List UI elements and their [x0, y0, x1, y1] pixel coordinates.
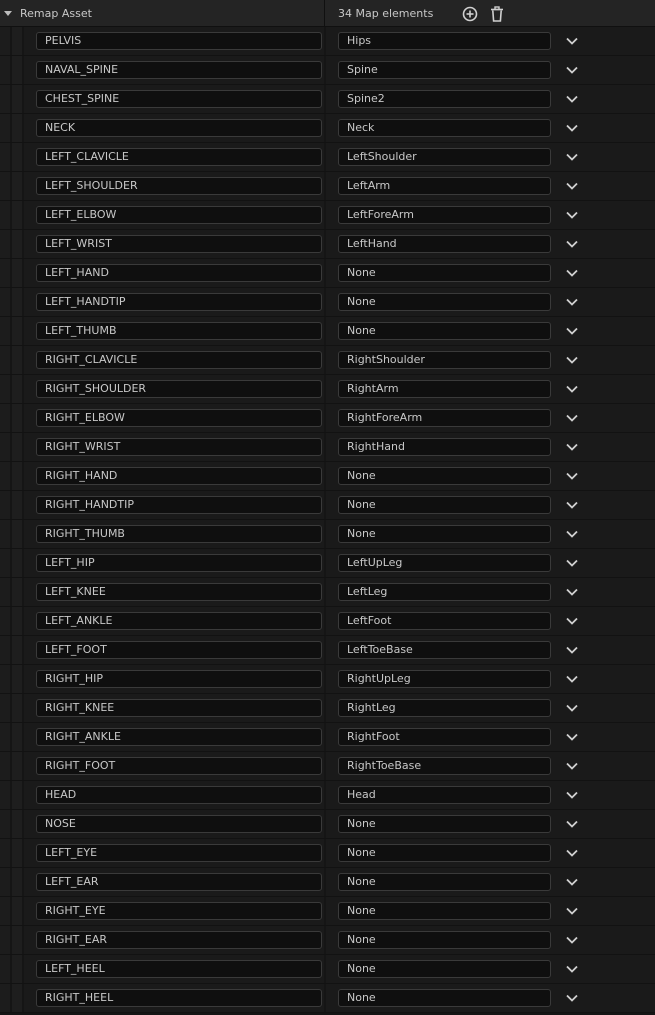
key-field[interactable]: RIGHT_CLAVICLE — [36, 351, 322, 369]
map-element-row — [0, 520, 655, 549]
map-element-count: 34 Map elements — [338, 7, 434, 20]
plus-circle-icon — [461, 5, 479, 23]
value-field[interactable]: None — [338, 902, 551, 920]
key-field[interactable]: RIGHT_HIP — [36, 670, 322, 688]
row-options-button[interactable] — [565, 442, 579, 452]
row-options-button[interactable] — [565, 935, 579, 945]
row-options-button[interactable] — [565, 326, 579, 336]
row-gutter — [0, 984, 10, 1013]
key-field[interactable]: LEFT_WRIST — [36, 235, 322, 253]
value-field[interactable]: None — [338, 815, 551, 833]
row-options-button[interactable] — [565, 471, 579, 481]
key-field[interactable]: RIGHT_FOOT — [36, 757, 322, 775]
map-element-row — [0, 607, 655, 636]
key-field[interactable]: LEFT_THUMB — [36, 322, 322, 340]
value-field[interactable]: Spine2 — [338, 90, 551, 108]
map-element-row — [0, 27, 655, 56]
row-gutter — [0, 810, 10, 839]
chevron-down-icon — [565, 471, 579, 481]
key-field[interactable]: RIGHT_KNEE — [36, 699, 322, 717]
row-gutter — [0, 404, 10, 433]
add-element-button[interactable] — [461, 5, 479, 23]
row-gutter — [0, 56, 10, 85]
row-drag-handle[interactable] — [12, 839, 22, 868]
map-element-row — [0, 172, 655, 201]
row-options-button[interactable] — [565, 239, 579, 249]
trash-icon — [488, 5, 506, 23]
row-drag-handle[interactable] — [12, 636, 22, 665]
map-element-row — [0, 85, 655, 114]
value-field[interactable]: RightToeBase — [338, 757, 551, 775]
value-field[interactable]: LeftLeg — [338, 583, 551, 601]
chevron-down-icon — [565, 355, 579, 365]
row-drag-handle[interactable] — [12, 520, 22, 549]
row-options-button[interactable] — [565, 819, 579, 829]
chevron-down-icon — [565, 268, 579, 278]
value-field[interactable]: LeftUpLeg — [338, 554, 551, 572]
row-gutter — [0, 85, 10, 114]
chevron-down-icon — [565, 877, 579, 887]
row-drag-handle[interactable] — [12, 694, 22, 723]
value-field[interactable]: LeftHand — [338, 235, 551, 253]
row-gutter — [0, 433, 10, 462]
key-field[interactable]: LEFT_EAR — [36, 873, 322, 891]
value-field[interactable]: RightLeg — [338, 699, 551, 717]
row-gutter — [0, 665, 10, 694]
row-options-button[interactable] — [565, 993, 579, 1003]
chevron-down-icon — [565, 239, 579, 249]
map-element-row — [0, 694, 655, 723]
row-options-button[interactable] — [565, 906, 579, 916]
key-field[interactable]: LEFT_FOOT — [36, 641, 322, 659]
chevron-down-icon — [565, 732, 579, 742]
key-field[interactable]: LEFT_ELBOW — [36, 206, 322, 224]
value-field[interactable]: RightHand — [338, 438, 551, 456]
row-separator — [0, 1012, 655, 1013]
row-gutter — [0, 578, 10, 607]
map-element-row — [0, 723, 655, 752]
chevron-down-icon — [565, 326, 579, 336]
map-element-list — [0, 27, 655, 1013]
chevron-down-icon — [565, 993, 579, 1003]
row-gutter — [0, 926, 10, 955]
row-options-button[interactable] — [565, 558, 579, 568]
row-options-button[interactable] — [565, 297, 579, 307]
row-drag-handle[interactable] — [12, 114, 22, 143]
row-drag-handle[interactable] — [12, 723, 22, 752]
map-element-row — [0, 230, 655, 259]
map-element-row — [0, 346, 655, 375]
chevron-down-icon — [565, 297, 579, 307]
row-drag-handle[interactable] — [12, 85, 22, 114]
row-options-button[interactable] — [565, 355, 579, 365]
row-options-button[interactable] — [565, 877, 579, 887]
row-drag-handle[interactable] — [12, 868, 22, 897]
remap-asset-header[interactable] — [0, 0, 655, 27]
map-element-row — [0, 375, 655, 404]
chevron-down-icon — [565, 935, 579, 945]
map-element-row — [0, 984, 655, 1013]
key-field[interactable]: HEAD — [36, 786, 322, 804]
row-drag-handle[interactable] — [12, 288, 22, 317]
map-element-row — [0, 752, 655, 781]
row-gutter — [0, 897, 10, 926]
key-field[interactable]: RIGHT_HAND — [36, 467, 322, 485]
row-gutter — [0, 230, 10, 259]
key-field[interactable]: CHEST_SPINE — [36, 90, 322, 108]
value-field[interactable]: LeftArm — [338, 177, 551, 195]
chevron-down-icon — [565, 906, 579, 916]
row-gutter — [0, 694, 10, 723]
map-element-row — [0, 462, 655, 491]
key-field[interactable]: NOSE — [36, 815, 322, 833]
map-element-row — [0, 259, 655, 288]
row-drag-handle[interactable] — [12, 143, 22, 172]
chevron-down-icon — [565, 413, 579, 423]
row-drag-handle[interactable] — [12, 810, 22, 839]
key-field[interactable]: NECK — [36, 119, 322, 137]
row-drag-handle[interactable] — [12, 897, 22, 926]
map-element-row — [0, 636, 655, 665]
chevron-down-icon — [565, 152, 579, 162]
map-element-row — [0, 114, 655, 143]
row-drag-handle[interactable] — [12, 665, 22, 694]
value-field[interactable]: None — [338, 264, 551, 282]
map-element-row — [0, 810, 655, 839]
row-drag-handle[interactable] — [12, 984, 22, 1013]
key-field[interactable]: RIGHT_SHOULDER — [36, 380, 322, 398]
key-field[interactable]: LEFT_KNEE — [36, 583, 322, 601]
delete-all-button[interactable] — [488, 5, 506, 23]
row-gutter — [0, 607, 10, 636]
value-field[interactable]: RightShoulder — [338, 351, 551, 369]
key-field[interactable]: LEFT_HAND — [36, 264, 322, 282]
value-field[interactable]: Hips — [338, 32, 551, 50]
value-field[interactable]: None — [338, 496, 551, 514]
row-options-button[interactable] — [565, 181, 579, 191]
key-field[interactable]: LEFT_EYE — [36, 844, 322, 862]
chevron-down-icon — [565, 210, 579, 220]
row-drag-handle[interactable] — [12, 375, 22, 404]
row-options-button[interactable] — [565, 384, 579, 394]
key-field[interactable]: LEFT_HIP — [36, 554, 322, 572]
map-element-row — [0, 781, 655, 810]
row-gutter — [0, 288, 10, 317]
row-gutter — [0, 114, 10, 143]
row-gutter — [0, 143, 10, 172]
row-drag-handle[interactable] — [12, 462, 22, 491]
row-options-button[interactable] — [565, 587, 579, 597]
row-gutter — [0, 781, 10, 810]
row-drag-handle[interactable] — [12, 607, 22, 636]
chevron-down-icon — [565, 761, 579, 771]
row-gutter — [0, 491, 10, 520]
map-element-row — [0, 549, 655, 578]
row-gutter — [0, 723, 10, 752]
row-drag-handle[interactable] — [12, 404, 22, 433]
map-element-row — [0, 201, 655, 230]
row-gutter — [0, 27, 10, 56]
row-gutter — [0, 868, 10, 897]
value-field[interactable]: None — [338, 844, 551, 862]
value-field[interactable]: Spine — [338, 61, 551, 79]
row-options-button[interactable] — [565, 964, 579, 974]
key-field[interactable]: RIGHT_HANDTIP — [36, 496, 322, 514]
row-gutter — [0, 346, 10, 375]
key-field[interactable]: RIGHT_EYE — [36, 902, 322, 920]
row-drag-handle[interactable] — [12, 491, 22, 520]
value-field[interactable]: None — [338, 293, 551, 311]
value-field[interactable]: None — [338, 322, 551, 340]
key-field[interactable]: LEFT_HANDTIP — [36, 293, 322, 311]
value-field[interactable]: LeftFoot — [338, 612, 551, 630]
row-drag-handle[interactable] — [12, 781, 22, 810]
row-gutter — [0, 172, 10, 201]
row-options-button[interactable] — [565, 500, 579, 510]
map-element-row — [0, 404, 655, 433]
value-field[interactable]: None — [338, 525, 551, 543]
row-drag-handle[interactable] — [12, 259, 22, 288]
row-gutter — [0, 839, 10, 868]
chevron-down-icon — [565, 442, 579, 452]
value-field[interactable]: None — [338, 989, 551, 1007]
row-gutter — [0, 636, 10, 665]
row-options-button[interactable] — [565, 123, 579, 133]
key-field[interactable]: LEFT_CLAVICLE — [36, 148, 322, 166]
map-element-row — [0, 839, 655, 868]
row-gutter — [0, 317, 10, 346]
chevron-down-icon — [565, 36, 579, 46]
key-field[interactable]: RIGHT_THUMB — [36, 525, 322, 543]
row-drag-handle[interactable] — [12, 433, 22, 462]
row-options-button[interactable] — [565, 529, 579, 539]
column-divider — [324, 0, 325, 27]
row-options-button[interactable] — [565, 616, 579, 626]
value-field[interactable]: LeftToeBase — [338, 641, 551, 659]
key-field[interactable]: RIGHT_HEEL — [36, 989, 322, 1007]
row-drag-handle[interactable] — [12, 926, 22, 955]
row-drag-handle[interactable] — [12, 549, 22, 578]
row-drag-handle[interactable] — [12, 955, 22, 984]
key-field[interactable]: NAVAL_SPINE — [36, 61, 322, 79]
map-element-row — [0, 665, 655, 694]
chevron-down-icon — [565, 819, 579, 829]
chevron-down-icon — [565, 848, 579, 858]
chevron-down-icon — [565, 674, 579, 684]
value-field[interactable]: None — [338, 960, 551, 978]
value-field[interactable]: Head — [338, 786, 551, 804]
row-drag-handle[interactable] — [12, 317, 22, 346]
value-field[interactable]: LeftForeArm — [338, 206, 551, 224]
map-element-row — [0, 868, 655, 897]
key-field[interactable]: RIGHT_WRIST — [36, 438, 322, 456]
row-drag-handle[interactable] — [12, 172, 22, 201]
chevron-down-icon — [565, 65, 579, 75]
row-options-button[interactable] — [565, 36, 579, 46]
row-options-button[interactable] — [565, 210, 579, 220]
key-field[interactable]: LEFT_HEEL — [36, 960, 322, 978]
row-gutter — [0, 462, 10, 491]
row-options-button[interactable] — [565, 790, 579, 800]
chevron-down-icon — [565, 616, 579, 626]
map-element-row — [0, 143, 655, 172]
map-element-row — [0, 56, 655, 85]
row-drag-handle[interactable] — [12, 201, 22, 230]
map-element-row — [0, 897, 655, 926]
map-element-row — [0, 926, 655, 955]
row-gutter — [0, 375, 10, 404]
value-field[interactable]: Neck — [338, 119, 551, 137]
value-field[interactable]: RightUpLeg — [338, 670, 551, 688]
row-drag-handle[interactable] — [12, 578, 22, 607]
row-options-button[interactable] — [565, 268, 579, 278]
key-field[interactable]: RIGHT_ELBOW — [36, 409, 322, 427]
row-gutter — [0, 752, 10, 781]
row-drag-handle[interactable] — [12, 230, 22, 259]
row-options-button[interactable] — [565, 65, 579, 75]
map-element-row — [0, 955, 655, 984]
row-gutter — [0, 549, 10, 578]
row-options-button[interactable] — [565, 732, 579, 742]
row-gutter — [0, 259, 10, 288]
chevron-down-icon — [565, 558, 579, 568]
map-element-row — [0, 433, 655, 462]
value-field[interactable]: RightArm — [338, 380, 551, 398]
chevron-down-icon — [565, 181, 579, 191]
key-field[interactable]: PELVIS — [36, 32, 322, 50]
chevron-down-icon — [565, 384, 579, 394]
row-options-button[interactable] — [565, 761, 579, 771]
chevron-down-icon — [565, 645, 579, 655]
key-field[interactable]: RIGHT_ANKLE — [36, 728, 322, 746]
row-options-button[interactable] — [565, 703, 579, 713]
row-gutter — [0, 520, 10, 549]
chevron-down-icon — [565, 964, 579, 974]
row-options-button[interactable] — [565, 674, 579, 684]
chevron-down-icon — [565, 703, 579, 713]
value-field[interactable]: None — [338, 873, 551, 891]
row-gutter — [0, 955, 10, 984]
map-element-row — [0, 288, 655, 317]
chevron-down-icon — [565, 587, 579, 597]
row-options-button[interactable] — [565, 94, 579, 104]
chevron-down-icon — [565, 500, 579, 510]
map-element-row — [0, 317, 655, 346]
map-element-row — [0, 491, 655, 520]
key-field[interactable]: LEFT_ANKLE — [36, 612, 322, 630]
value-field[interactable]: None — [338, 931, 551, 949]
section-title: Remap Asset — [20, 7, 92, 20]
row-drag-handle[interactable] — [12, 27, 22, 56]
value-field[interactable]: LeftShoulder — [338, 148, 551, 166]
row-options-button[interactable] — [565, 848, 579, 858]
row-options-button[interactable] — [565, 645, 579, 655]
key-field[interactable]: RIGHT_EAR — [36, 931, 322, 949]
row-drag-handle[interactable] — [12, 56, 22, 85]
row-gutter — [0, 201, 10, 230]
value-field[interactable]: None — [338, 467, 551, 485]
value-field[interactable]: RightFoot — [338, 728, 551, 746]
row-options-button[interactable] — [565, 413, 579, 423]
chevron-down-icon — [565, 790, 579, 800]
map-element-row — [0, 578, 655, 607]
chevron-down-icon — [565, 94, 579, 104]
collapse-arrow-icon[interactable] — [4, 11, 12, 16]
value-field[interactable]: RightForeArm — [338, 409, 551, 427]
key-field[interactable]: LEFT_SHOULDER — [36, 177, 322, 195]
row-options-button[interactable] — [565, 152, 579, 162]
row-drag-handle[interactable] — [12, 752, 22, 781]
chevron-down-icon — [565, 529, 579, 539]
row-drag-handle[interactable] — [12, 346, 22, 375]
chevron-down-icon — [565, 123, 579, 133]
